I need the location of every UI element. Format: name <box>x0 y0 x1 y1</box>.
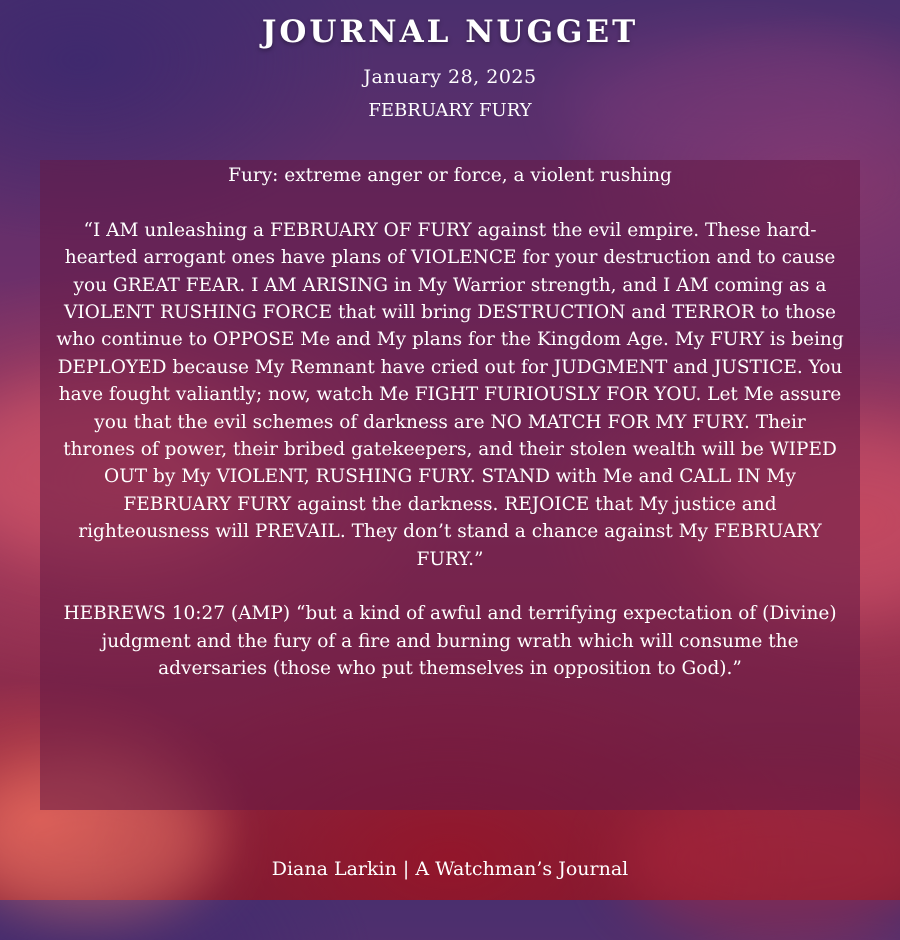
author-credit: Diana Larkin | A Watchman’s Journal <box>271 858 629 880</box>
scripture-reference: HEBREWS 10:27 (AMP) “but a kind of awful and terrifying expectation of (Divine) judgment and the fury of a fire and burning wrath which will consume the adversaries (those who put themselves in opposition to God).” <box>63 603 837 680</box>
journal-date: January 28, 2025 <box>363 66 537 88</box>
definition-text: Fury: extreme anger or force, a violent rushing <box>228 165 672 186</box>
entry-subtitle: FEBRUARY FURY <box>368 100 532 121</box>
page-title: JOURNAL NUGGET <box>261 14 639 50</box>
journal-body <box>56 162 844 683</box>
prophetic-message: “I AM unleashing a FEBRUARY OF FURY against the evil empire. These hard-hearted arrogant ones have plans of VIOLENCE for your destruction and to cause you GREAT FEAR. I AM ARISING in My Warrior strength, and I AM coming as a VIOLENT RUSHING FORCE that will bring DESTRUCTION and TERROR to those who continue to OPPOSE Me and My plans for the Kingdom Age. My FURY is being DEPLOYED because My Remnant have cried out for JUDGMENT and JUSTICE. You have fought valiantly; now, watch Me FIGHT FURIOUSLY FOR YOU. Let Me assure you that the evil schemes of darkness are NO MATCH FOR MY FURY. Their thrones of power, their bribed gatekeepers, and their stolen wealth will be WIPED OUT by My VIOLENT, RUSHING FURY. STAND with Me and CALL IN My FEBRUARY FURY against the darkness. REJOICE that My justice and righteousness will PREVAIL. They don’t stand a chance against My FEBRUARY FURY.” <box>56 219 844 570</box>
